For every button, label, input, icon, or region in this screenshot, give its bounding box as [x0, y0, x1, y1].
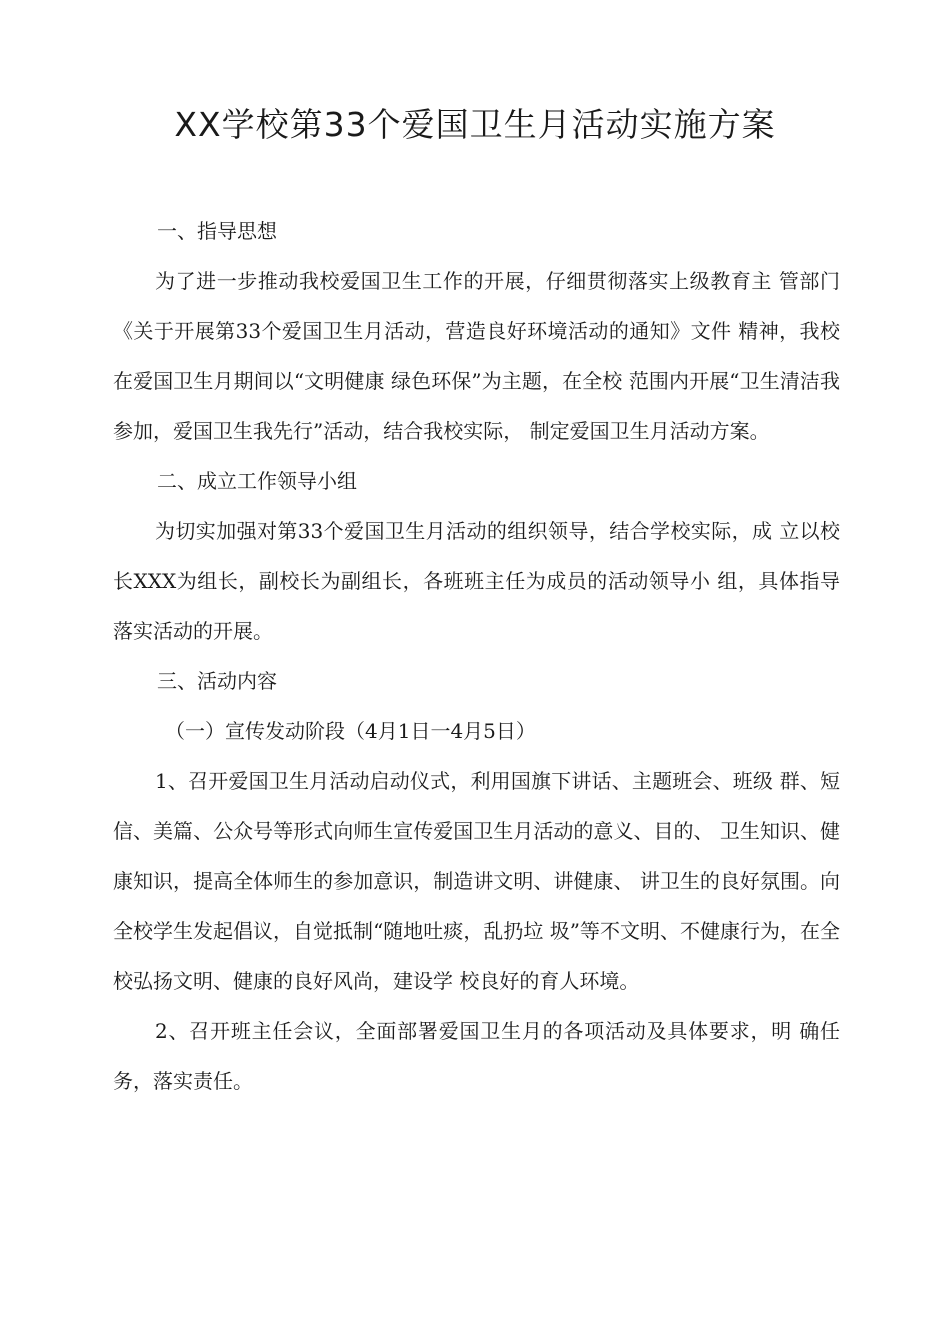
document-title: XX学校第33个爱国卫生月活动实施方案 — [174, 105, 776, 144]
section-heading-activity-content: 三、活动内容 — [157, 669, 277, 693]
paragraph-item-1: 1、召开爱国卫生月活动启动仪式，利用国旗下讲话、主题班会、班级 群、短信、美篇、公众号等形式向师生宣传爱国卫生月活动的意义、目的、 卫生知识、健康知识，提高全体师生的参加意识，制造讲文明、讲健康、 讲卫生的良好氛围。向全校学生发起倡议，自觉抵制“随地吐痰，乱扔垃 圾”等不文明、不健康行为，在全校弘扬文明、健康的良好风尚，建设学 校良好的育人环境。 — [113, 769, 840, 993]
section-heading-guiding-ideology: 一、指导思想 — [157, 219, 277, 243]
paragraph-item-2: 2、召开班主任会议，全面部署爱国卫生月的各项活动及具体要求，明 确任务，落实责任。 — [113, 1019, 840, 1093]
paragraph-leadership-group: 为切实加强对第33个爱国卫生月活动的组织领导，结合学校实际，成 立以校长XXX为组长，副校长为副组长，各班班主任为成员的活动领导小 组，具体指导落实活动的开展。 — [113, 519, 840, 643]
subsection-heading-publicity-stage: （一）宣传发动阶段（4月1日一4月5日） — [165, 719, 536, 743]
document-body — [113, 206, 840, 1106]
section-heading-leadership-group: 二、成立工作领导小组 — [157, 469, 357, 493]
paragraph-guiding-ideology: 为了进一步推动我校爱国卫生工作的开展，仔细贯彻落实上级教育主 管部门《关于开展第33个爱国卫生月活动，营造良好环境活动的通知》文件 精神，我校在爱国卫生月期间以“文明健康 绿色环保”为主题，在全校 范围内开展“卫生清洁我参加，爱国卫生我先行”活动，结合我校实际， 制定爱国卫生月活动方案。 — [113, 269, 840, 443]
